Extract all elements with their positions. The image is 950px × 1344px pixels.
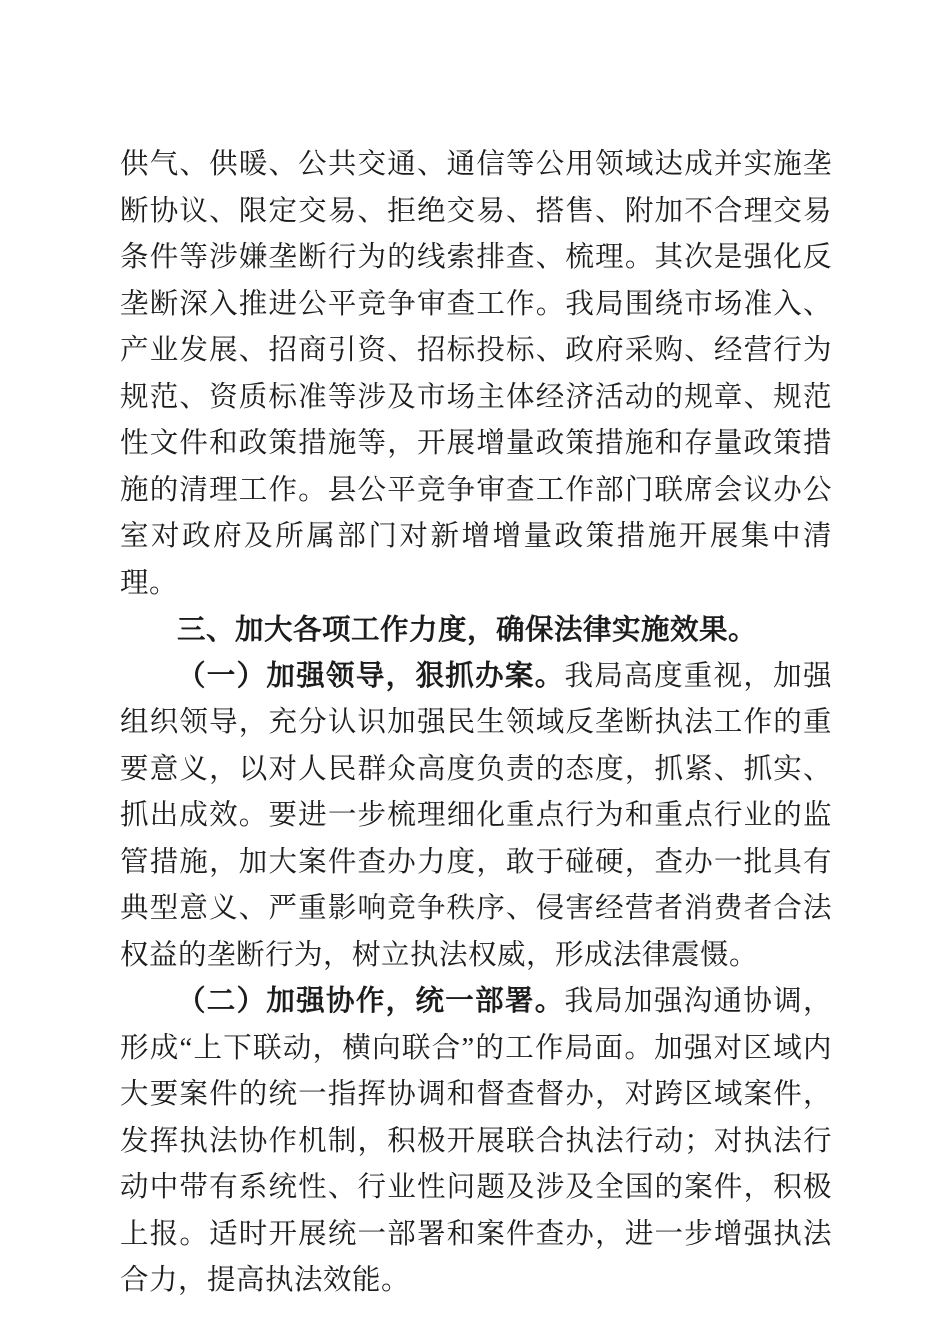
paragraph-item-one	[120, 654, 832, 980]
paragraph-text: 我局高度重视，加强组织领导，充分认识加强民生领域反垄断执法工作的重要意义，以对人民群众高度负责的态度，抓紧、抓实、抓出成效。要进一步梳理细化重点行为和重点行业的监管措施，加大案件查办力度，敢于碰硬，查办一批具有典型意义、严重影响竞争秩序、侵害经营者消费者合法权益的垄断行为，树立执法权威，形成法律震慑。	[120, 660, 832, 971]
section-heading	[120, 607, 832, 654]
heading-text: 三、加大各项工作力度，确保法律实施效果。	[177, 614, 758, 646]
paragraph-text: 我局加强沟通协调，形成“上下联动，横向联合”的工作局面。加强对区域内大要案件的统一指挥协调和督查督办，对跨区域案件，发挥执法协作机制，积极开展联合执法行动；对执法行动中带有系统性、行业性问题及涉及全国的案件，积极上报。适时开展统一部署和案件查办，进一步增强执法合力，提高执法效能。	[120, 986, 832, 1296]
paragraph-continuation	[120, 142, 832, 607]
paragraph-item-two	[120, 979, 832, 1305]
paragraph-lead: （一）加强领导，狠抓办案。	[177, 660, 565, 692]
paragraph-text: 供气、供暖、公共交通、通信等公用领域达成并实施垄断协议、限定交易、拒绝交易、搭售、附加不合理交易条件等涉嫌垄断行为的线索排查、梳理。其次是强化反垄断深入推进公平竞争审查工作。我局围绕市场准入、产业发展、招商引资、招标投标、政府采购、经营行为规范、资质标准等涉及市场主体经济活动的规章、规范性文件和政策措施等，开展增量政策措施和存量政策措施的清理工作。县公平竞争审查工作部门联席会议办公室对政府及所属部门对新增增量政策措施开展集中清理。	[120, 149, 832, 599]
paragraph-lead: （二）加强协作，统一部署。	[177, 986, 565, 1017]
